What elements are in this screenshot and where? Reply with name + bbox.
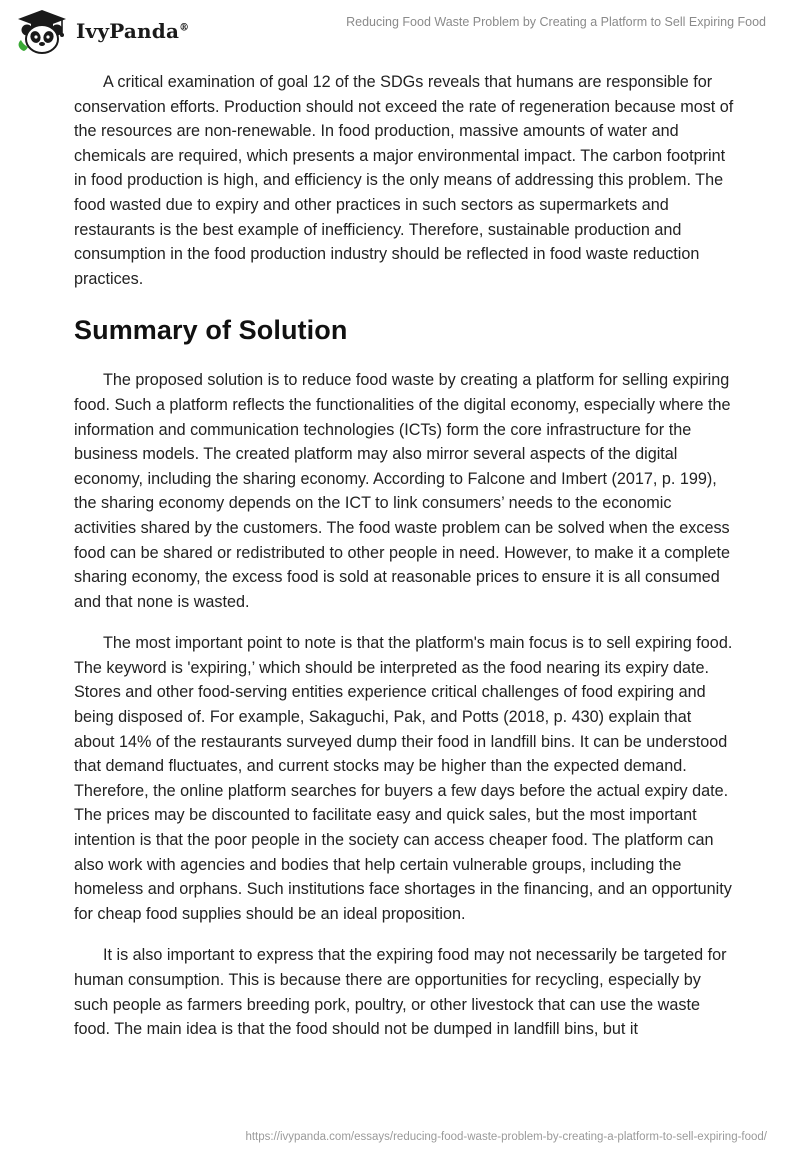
body-paragraph: A critical examination of goal 12 of the SDGs reveals that humans are responsible for conservation efforts. Production should not exceed the rate of regeneration because most of the resources are non-renewable. In food production, massive amounts of water and chemicals are required, which presents a major environmental impact. The carbon footprint in food production is high, and efficiency is the only means of addressing this problem. The food wasted due to expiry and other practices in such sectors as supermarkets and restaurants is the best example of inefficiency. Therefore, sustainable production and consumption in the food production industry should be reflected in food waste reduction practices. xyxy=(74,73,734,288)
registered-mark: ® xyxy=(179,22,190,34)
document-title: Reducing Food Waste Problem by Creating a Platform to Sell Expiring Food xyxy=(346,15,766,29)
brand-logo[interactable] xyxy=(14,7,189,55)
page-header xyxy=(0,0,800,62)
body-paragraph: The most important point to note is that the platform's main focus is to sell expiring food. The keyword is 'expiring,’ which should be interpreted as the food nearing its expiry date. Stores and other food-serving entities experience critical challenges of food expiring and being disposed of. For example, Sakaguchi, Pak, and Potts (2018, p. 430) explain that about 14% of the restaurants surveyed dump their food in landfill bins. It can be understood that demand fluctuates, and current stocks may be higher than the expected demand. Therefore, the online platform searches for buyers a few days before the actual expiry date. The prices may be discounted to facilitate easy and quick sales, but the most important intention is that the poor people in the society can access cheaper food. The platform can also work with agencies and bodies that help certain vulnerable groups, including the homeless and orphans. Such institutions face shortages in the financing, and an opportunity for cheap food supplies should be an ideal proposition. xyxy=(74,634,733,923)
panda-logo-icon xyxy=(14,7,70,55)
body-paragraph: The proposed solution is to reduce food waste by creating a platform for selling expiring food. Such a platform reflects the functionalities of the digital economy, especially where the information and communication technologies (ICTs) form the core infrastructure for the business models. The created platform may also mirror several aspects of the digital economy, including the sharing economy. According to Falcone and Imbert (2017, p. 199), the sharing economy depends on the ICT to link consumers’ needs to the economic activities shared by the customers. The food waste problem can be solved when the excess food can be shared or redistributed to other people in need. However, to make it a complete sharing economy, the excess food is sold at reasonable prices to ensure it is all consumed and that none is wasted. xyxy=(74,371,731,611)
section-heading: Summary of Solution xyxy=(74,315,348,346)
brand-name: IvyPanda® xyxy=(76,19,190,43)
essay-body xyxy=(74,70,734,1059)
source-url[interactable]: https://ivypanda.com/essays/reducing-food-waste-problem-by-creating-a-platform-to-sell-expiring-food/ xyxy=(245,1131,767,1143)
body-paragraph: It is also important to express that the expiring food may not necessarily be targeted for human consumption. This is because there are opportunities for recycling, especially by such people as farmers breeding pork, poultry, or other livestock that can use the waste food. The main idea is that the food should not be dumped in landfill bins, but it xyxy=(74,946,727,1039)
